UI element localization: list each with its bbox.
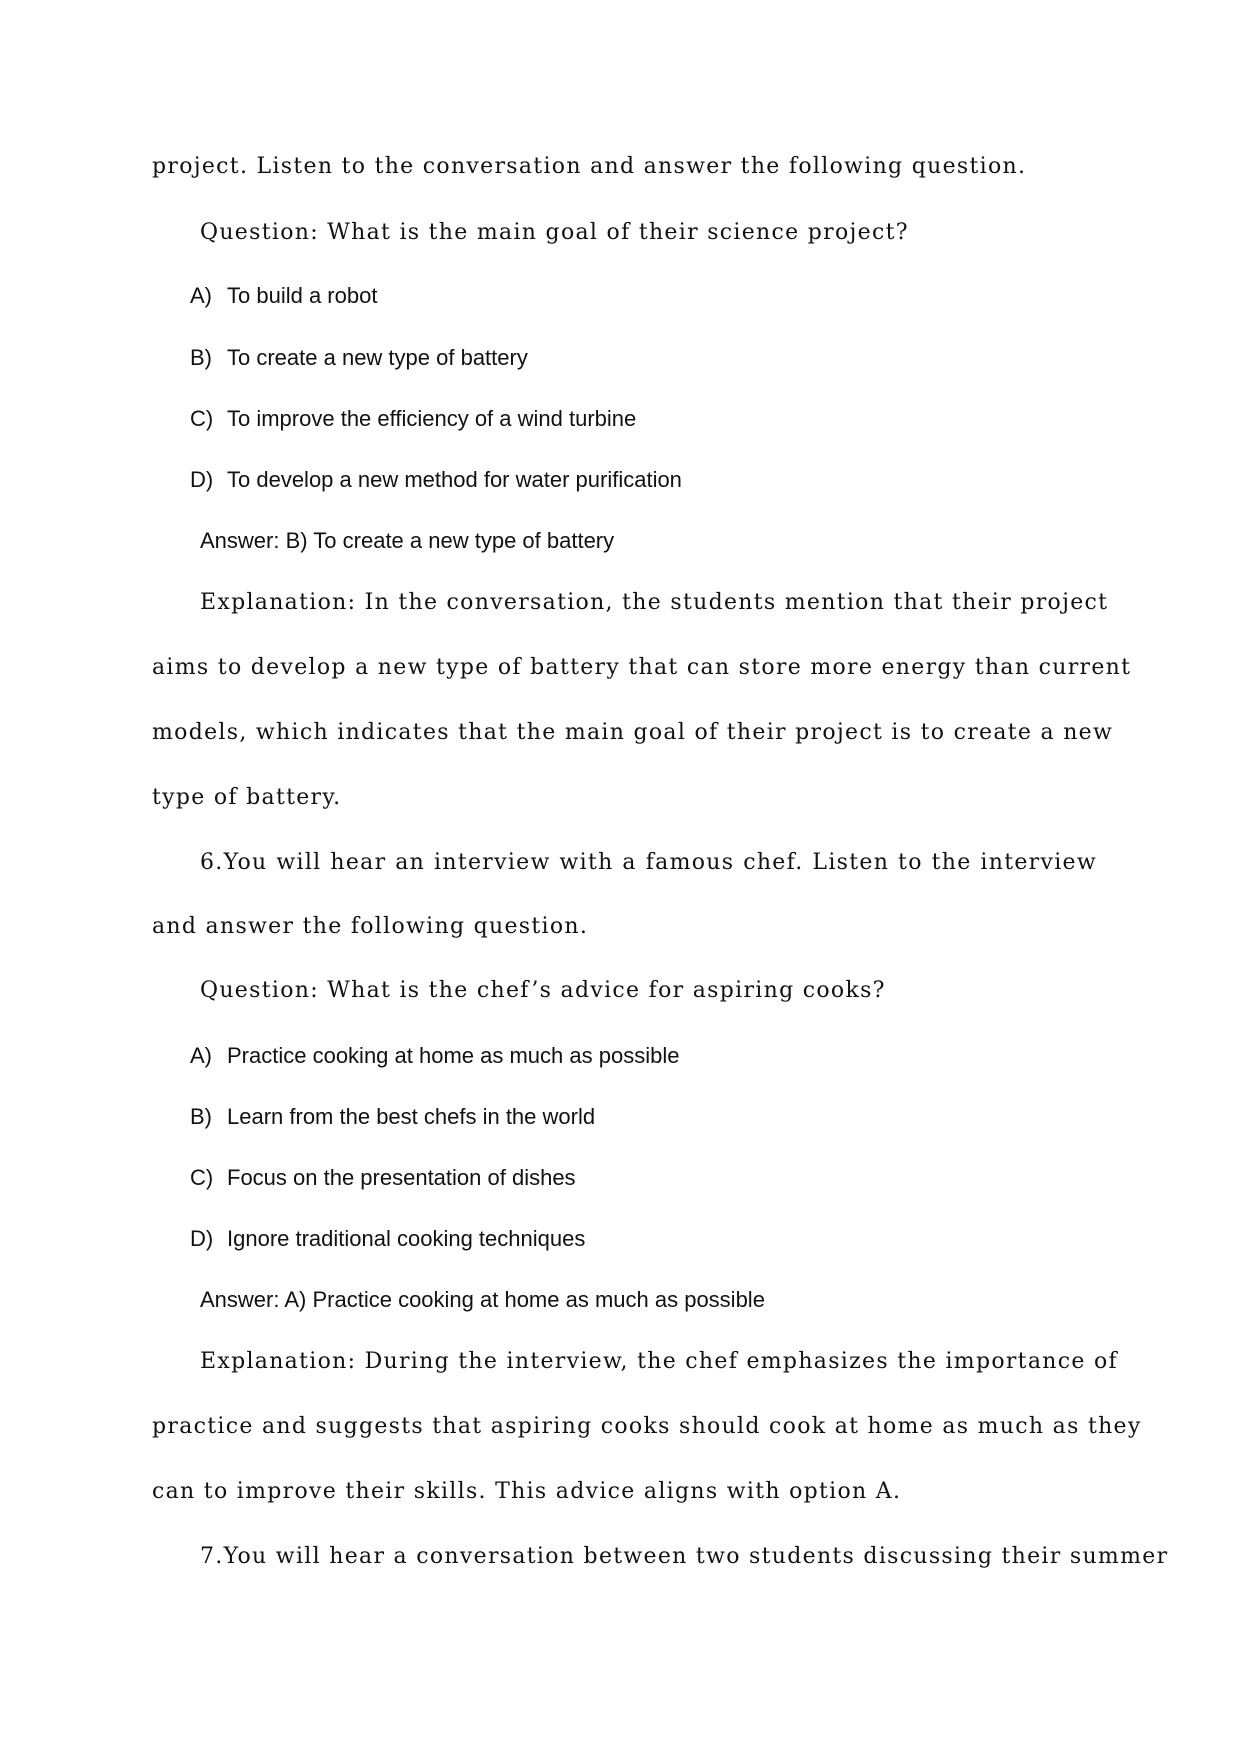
- option-text: Learn from the best chefs in the world: [227, 1104, 596, 1129]
- option-text: Practice cooking at home as much as possible: [227, 1043, 680, 1068]
- question-6-explanation-line-3: can to improve their skills. This advice aligns with option A.: [152, 1479, 902, 1504]
- question-7-intro-line-1: 7.You will hear a conversation between two students discussing their summer: [200, 1544, 1169, 1569]
- option-c: [0, 1165, 1241, 1195]
- option-b: [0, 1104, 1241, 1134]
- question-6-answer: Answer: A) Practice cooking at home as much as possible: [200, 1287, 765, 1312]
- question-5-explanation-line-4: type of battery.: [152, 785, 342, 810]
- option-text: To improve the efficiency of a wind turbine: [227, 406, 637, 431]
- option-d: [0, 467, 1241, 497]
- question-5-intro-line: project. Listen to the conversation and answer the following question.: [152, 154, 1027, 179]
- option-letter: A): [190, 1043, 212, 1068]
- option-a: [0, 1043, 1241, 1073]
- question-5-explanation-line-2: aims to develop a new type of battery that can store more energy than current: [152, 655, 1132, 680]
- option-letter: A): [190, 283, 212, 308]
- option-letter: D): [190, 1226, 214, 1251]
- question-5-explanation-line-1: Explanation: In the conversation, the students mention that their project: [200, 590, 1109, 615]
- question-6-intro-line-1: 6.You will hear an interview with a famous chef. Listen to the interview: [200, 850, 1097, 875]
- option-letter: B): [190, 345, 212, 370]
- option-text: To develop a new method for water purification: [227, 467, 682, 492]
- question-6-intro-line-2: and answer the following question.: [152, 914, 589, 939]
- option-text: To build a robot: [227, 283, 378, 308]
- option-c: [0, 406, 1241, 436]
- question-6-prompt: Question: What is the chef’s advice for aspiring cooks?: [200, 978, 886, 1003]
- question-6-explanation-line-1: Explanation: During the interview, the chef emphasizes the importance of: [200, 1349, 1118, 1374]
- option-letter: C): [190, 1165, 214, 1190]
- option-a: [0, 283, 1241, 313]
- option-d: [0, 1226, 1241, 1256]
- option-letter: C): [190, 406, 214, 431]
- question-5-prompt: Question: What is the main goal of their science project?: [200, 220, 909, 245]
- option-b: [0, 345, 1241, 375]
- option-text: Focus on the presentation of dishes: [227, 1165, 576, 1190]
- option-text: To create a new type of battery: [227, 345, 528, 370]
- question-5-explanation-line-3: models, which indicates that the main goal of their project is to create a new: [152, 720, 1114, 745]
- option-letter: B): [190, 1104, 212, 1129]
- question-6-explanation-line-2: practice and suggests that aspiring cooks should cook at home as much as they: [152, 1414, 1142, 1439]
- question-5-answer: Answer: B) To create a new type of battery: [200, 528, 615, 553]
- option-letter: D): [190, 467, 214, 492]
- option-text: Ignore traditional cooking techniques: [227, 1226, 586, 1251]
